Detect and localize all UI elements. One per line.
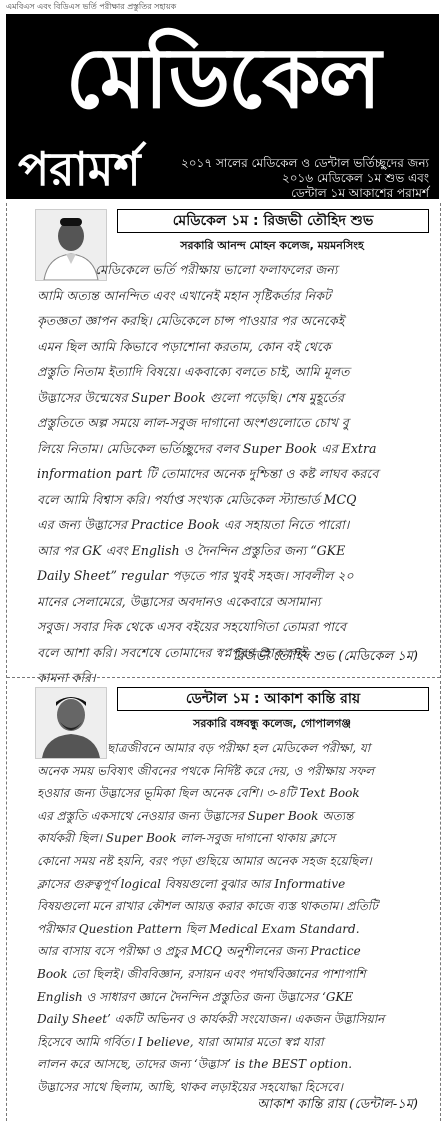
handwritten-body [37, 257, 432, 691]
text-line: কৃতজ্ঞতা জ্ঞাপন করছি। মেডিকেলে চান্স পাওয়ার পর অনেকেই [37, 313, 345, 328]
text-line: এর জন্য উদ্ভাসের Practice Book এর সহায়তা নিতে পারো। [37, 517, 350, 532]
masthead-subtitle: পরামর্শ [18, 142, 141, 196]
text-line: আমি অত্যন্ত আনন্দিত এবং এখানেই মহান সৃষ্টিকর্তার নিকট [37, 287, 331, 303]
text-line: এমন ছিল আমি কিভাবে পড়াশোনা করতাম, কোন বই থেকে [37, 338, 331, 354]
masthead-desc-line: ডেন্টাল ১ম আকাশের পরামর্শ [291, 186, 429, 200]
masthead-title: মেডিকেল [65, 29, 380, 127]
text-line: আর পর GK এবং English ও দৈনন্দিন প্রস্তুতির জন্য “GKE [37, 542, 346, 558]
text-line: সবুজ। সবার দিক থেকে এসব বইয়ের সহযোগিতা তোমরা পাবে [37, 619, 346, 634]
section-heading: মেডিকেল ১ম : রিজভী তৌহিদ শুভ [117, 209, 429, 233]
text-line: Book তো ছিলই। জীববিজ্ঞান, রসায়ন এবং পদার্থবিজ্ঞানের পাশাপাশি [37, 966, 366, 981]
text-line: হওয়ার জন্য উদ্ভাসের ভূমিকা ছিল অনেক বেশি। ৩-৪টি Text Book [37, 786, 360, 801]
text-line: কোনো সময় নষ্ট হয়নি, বরং পড়া গুছিয়ে আমার অনেক সহজ হয়েছিল। [37, 853, 372, 868]
text-line: প্রস্তুতি নিতাম ইত্যাদি বিষয়ে। একবাক্যে বলতে চাই, আমি মূলত [37, 364, 350, 379]
text-line: বিষয়গুলো মনে রাখার কৌশল আয়ত্ত করার কাজে ব্যস্ত থাকতাম। প্রতিটি [37, 899, 378, 914]
medical-first-section [6, 203, 441, 685]
dental-first-section [6, 681, 441, 1121]
text-line: প্রস্তুতিতে অল্প সময়ে লাল-সবুজ দাগানো অংশগুলোতে চোখ বু [37, 415, 349, 430]
text-line: উদ্ভাসের উন্মেষের Super Book গুলো পড়েছি। শেষ মুহূর্তের [37, 389, 344, 405]
text-line: Daily Sheet’ একটি অভিনব ও কার্যকরী সংযোজন। একজন উদ্ভাসিয়ান [37, 1012, 385, 1027]
text-line: এর প্রস্তুতি একসাথে নেওয়ার জন্য উদ্ভাসের Super Book অত্যন্ত [37, 808, 354, 823]
text-line: ছাত্রজীবনে আমার বড় পরীক্ষা হল মেডিকেল পরীক্ষা, যা [107, 741, 371, 755]
text-line: কার্যকরী ছিল। Super Book লাল-সবুজ দাগানো থাকায় ক্লাসে [37, 831, 336, 846]
text-line: information part টি তোমাদের অনেক দুশ্চিন্তা ও কষ্ট লাঘব করবে [37, 466, 379, 481]
text-line: বলে আমি বিশ্বাস করি। পর্যাপ্ত সংখ্যক মেডিকেল স্ট্যান্ডার্ড MCQ [37, 491, 357, 507]
college-name: সরকারি আনন্দ মোহন কলেজ, ময়মনসিংহ [180, 239, 364, 252]
signature: আকাশ কান্তি রায় (ডেন্টাল-১ম) [257, 1097, 418, 1112]
masthead-description [179, 156, 429, 201]
masthead-desc-line: ২০১৬ মেডিকেল ১ম শুভ এবং [281, 171, 429, 185]
text-line: মেডিকেলে ভর্তি পরীক্ষায় ভালো ফলাফলের জন্য [95, 262, 338, 277]
text-line: ক্লাসের গুরুত্বপূর্ণ logical বিষয়গুলো বুঝার আর Informative [37, 876, 346, 891]
text-line: English ও সাধারণ জ্ঞানে দৈনন্দিন প্রস্তুতির জন্য উদ্ভাসের ‘GKE [37, 989, 354, 1004]
text-line: অনেক সময় ভবিষ্যৎ জীবনের পথকে নির্দিষ্ট করে দেয়, ও পরীক্ষায় সফল [37, 763, 375, 778]
text-line: কামনা করি। [37, 670, 96, 685]
text-line: আর বাসায় বসে পরীক্ষা ও প্রচুর MCQ অনুশীলনের জন্য Practice [37, 944, 361, 959]
masthead [6, 14, 439, 199]
text-line: Daily Sheet” regular পড়তে পার খুবই সহজ। সাবলীল ২০ [37, 568, 354, 583]
text-line: বলে আশা করি। সবশেষে তোমাদের স্বপ্নপূরণ হোক সেই [37, 644, 307, 660]
masthead-desc-line: ২০১৭ সালের মেডিকেল ও ডেন্টাল ভর্তিচ্ছুদের জন্য [180, 156, 429, 170]
text-line: লিয়ে নিতাম। মেডিকেল ভর্তিচ্ছুদের বলব Super Book এর Extra [37, 440, 377, 456]
top-strip-text: এমবিএস এবং বিডিএস ভর্তি পরীক্ষার প্রস্তুতির সহায়ক [6, 2, 177, 11]
handwritten-body [37, 737, 432, 1099]
text-line: হিসেবে আমি গর্বিত। I believe, যারা আমার মতো স্বপ্ন যারা [37, 1034, 324, 1049]
college-name: সরকারি বঙ্গবন্ধু কলেজ, গোপালগঞ্জ [193, 717, 351, 730]
signature: রিজভী তৌহিদ শুভ (মেডিকেল ১ম) [232, 649, 418, 664]
text-line: উদ্ভাসের সাথে ছিলাম, আছি, থাকব লড়াইয়ের সহযোদ্ধা হিসেবে। [37, 1079, 343, 1094]
text-line: পরীক্ষার Question Pattern ছিল Medical Exam Standard. [37, 921, 360, 936]
section-divider [7, 677, 440, 678]
text-line: মানের সেলামেরে, উদ্ভাসের অবদানও একেবারে অসামান্য [37, 593, 321, 609]
section-heading: ডেন্টাল ১ম : আকাশ কান্তি রায় [117, 687, 429, 711]
text-line: লালন করে আসছে, তাদের জন্য ‘উদ্ভাস’ is the BEST option. [37, 1057, 353, 1072]
